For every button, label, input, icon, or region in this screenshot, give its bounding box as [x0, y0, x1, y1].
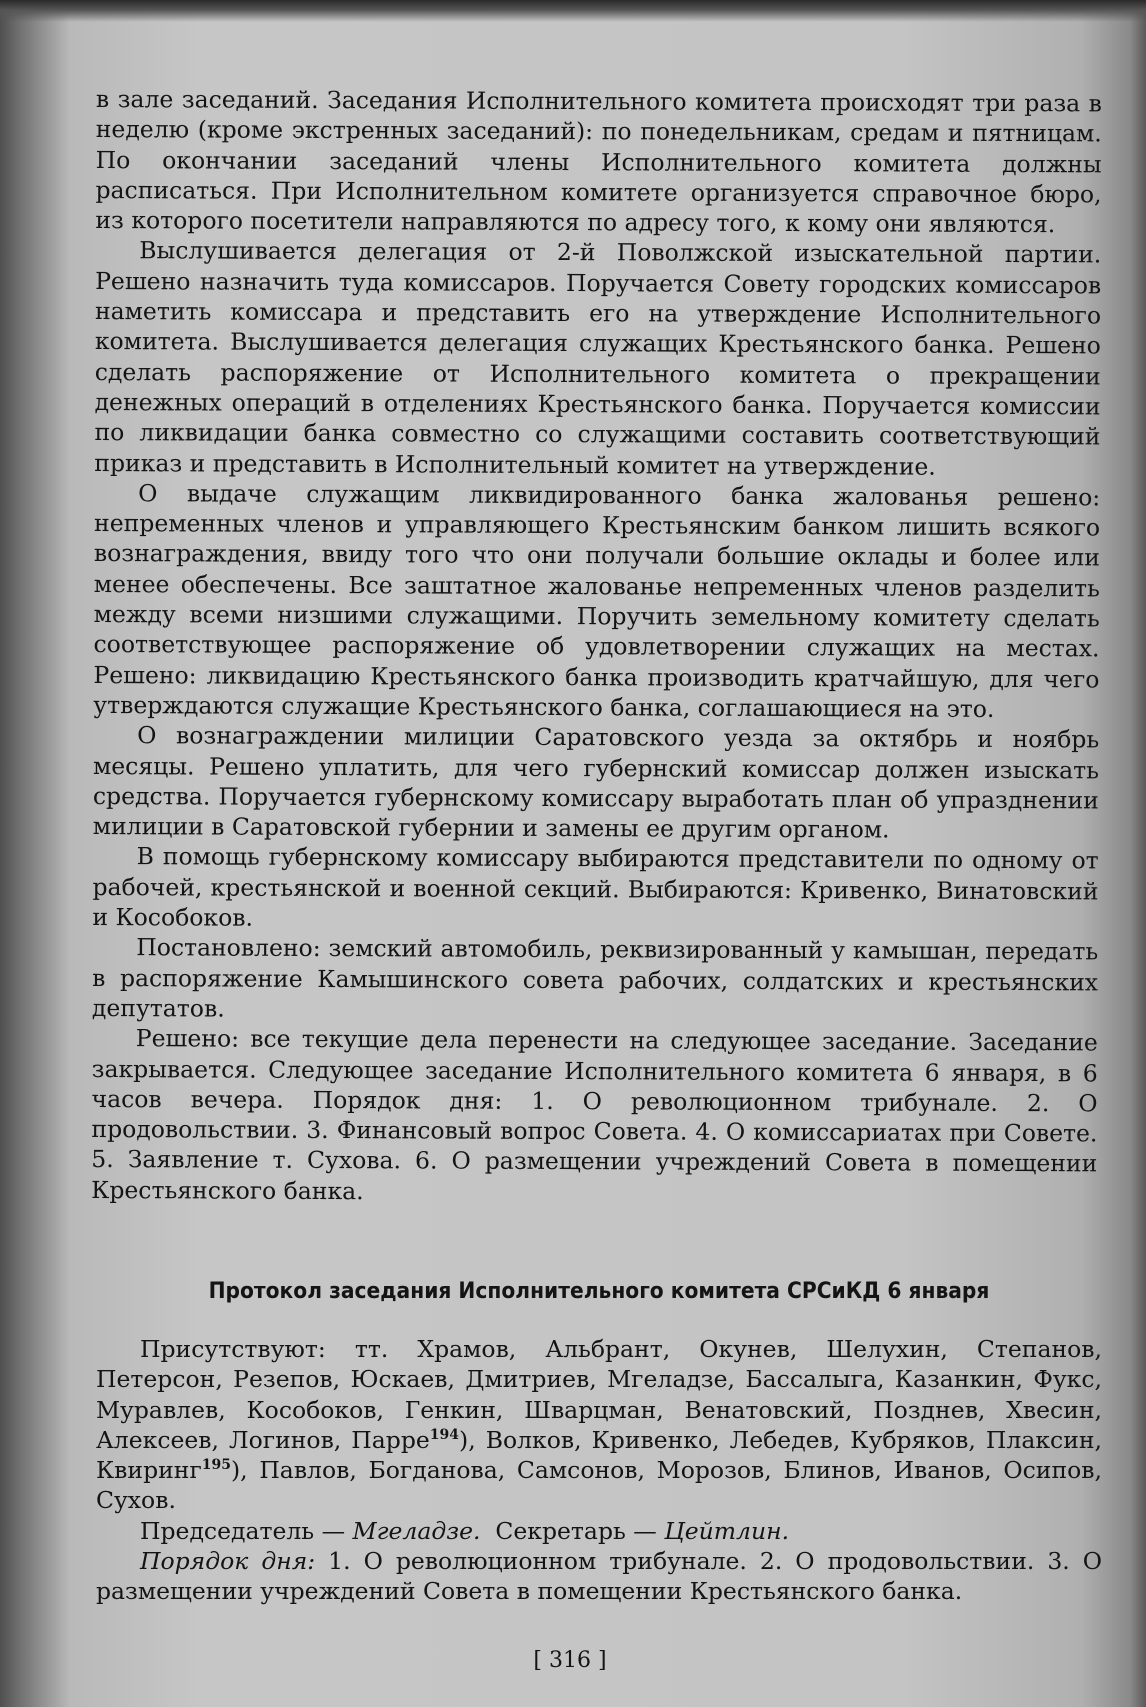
chair-name: Мгеладзе. — [352, 1516, 481, 1545]
agenda-text: 1. О революционном трибунале. 2. О продовольствии. 3. О размещении учреждений Совета в помещении Крестьянского банка. — [96, 1547, 1103, 1606]
agenda-label: Порядок дня: — [140, 1547, 316, 1576]
section-title: Протокол заседания Исполнительного комитета СРСиКД 6 января — [208, 1279, 990, 1304]
chair-secretary-line — [96, 1516, 1102, 1546]
paragraph: В помощь губернскому комиссару выбираются представители по одному от рабочей, крестьянской и военной секций. Выбираются: Кривенко, Винатовский и Кособоков. — [92, 842, 1099, 932]
section-body — [96, 1334, 1102, 1607]
secretary-name: Цейтлин. — [664, 1516, 790, 1545]
page-top-shadow — [0, 0, 1146, 22]
paragraph: в зале заседаний. Заседания Исполнительного комитета происходят три раза в неделю (кроме экстренных заседаний): по понедельникам, средам и пятницам. По окончании заседаний члены Исполнительного комитета должны расписаться. При Исполнительном комитете организуется справочное бюро, из которого посетители направляются по адресу того, к кому они являются. — [95, 84, 1102, 239]
attendance-part-3: ), Павлов, Богданова, Самсонов, Морозов, Блинов, Иванов, Осипов, Сухов. — [96, 1456, 1102, 1515]
page-number: [ 316 ] — [533, 1648, 607, 1673]
secretary-label: Секретарь — — [480, 1516, 665, 1545]
attendance-paragraph — [96, 1334, 1102, 1516]
main-text — [91, 84, 1102, 1209]
paragraph: О выдаче служащим ликвидированного банка жалованья решено: непременных членов и управляющего Крестьянским банком лишить всякого вознаграждения, ввиду того что они получали большие оклады и более или менее обеспечены. Все заштатное жалованье непременных членов разделить между всеми низшими служащими. Поручить земельному комитету сделать соответствующее распоряжение об удовлетворении служащих на местах. Решено: ликвидацию Крестьянского банка производить кратчайшую, для чего утверждаются служащие Крестьянского банка, соглашающиеся на это. — [93, 479, 1101, 723]
footnote-ref-195: 195 — [201, 1457, 231, 1474]
paragraph: Выслушивается делегация от 2-й Поволжской изыскательной партии. Решено назначить туда комиссаров. Поручается Совету городских комиссаров наметить комиссара и представить его на утверждение Исполнительного комитета. Выслушивается делегация служащих Крестьянского банка. Решено сделать распоряжение от Исполнительного комитета о прекращении денежных операций в отделениях Крестьянского банка. Поручается комиссии по ликвидации банка совместно со служащими составить соответствующий приказ и представить в Исполнительный комитет на утверждение. — [94, 236, 1102, 481]
chair-label: Председатель — — [140, 1516, 353, 1545]
paragraph: Постановлено: земский автомобиль, реквизированный у камышан, передать в распоряжение Камышинского совета рабочих, солдатских и крестьянских депутатов. — [91, 933, 1099, 1023]
paragraph: Решено: все текущие дела перенести на следующее заседание. Заседание закрывается. Следующее заседание Исполнительного комитета 6 января, в 6 часов вечера. Порядок дня: 1. О революционном трибунале. 2. О продовольствии. 3. Финансовый вопрос Совета. 4. О комиссариатах при Совете. 5. Заявление т. Сухова. 6. О размещении учреждений Совета в помещении Крестьянского банка. — [91, 1024, 1098, 1205]
attendance-part-2: ), Волков, Кривенко, Лебедев, Кубряков, Плаксин, Квиринг — [96, 1425, 1102, 1485]
footnote-ref-194: 194 — [429, 1427, 460, 1444]
attendance-part-1: Присутствуют: тт. Храмов, Альбрант, Окунев, Шелухин, Степанов, Петерсон, Резепов, Юскаев, Дмитриев, Мгеладзе, Бассалыга, Казанкин, Фукс, Муравлев, Кособоков, Генкин, Шварцман, Венатовский, Позднев, Хвесин, Алексеев, Логинов, Парре — [96, 1335, 1102, 1454]
paragraph: О вознаграждении милиции Саратовского уезда за октябрь и ноябрь месяцы. Решено уплатить, для чего губернский комиссар должен изыскать средства. Поручается губернскому комиссару выработать план об упразднении милиции в Саратовской губернии и замены ее другим органом. — [92, 721, 1100, 844]
agenda-paragraph — [96, 1546, 1102, 1607]
